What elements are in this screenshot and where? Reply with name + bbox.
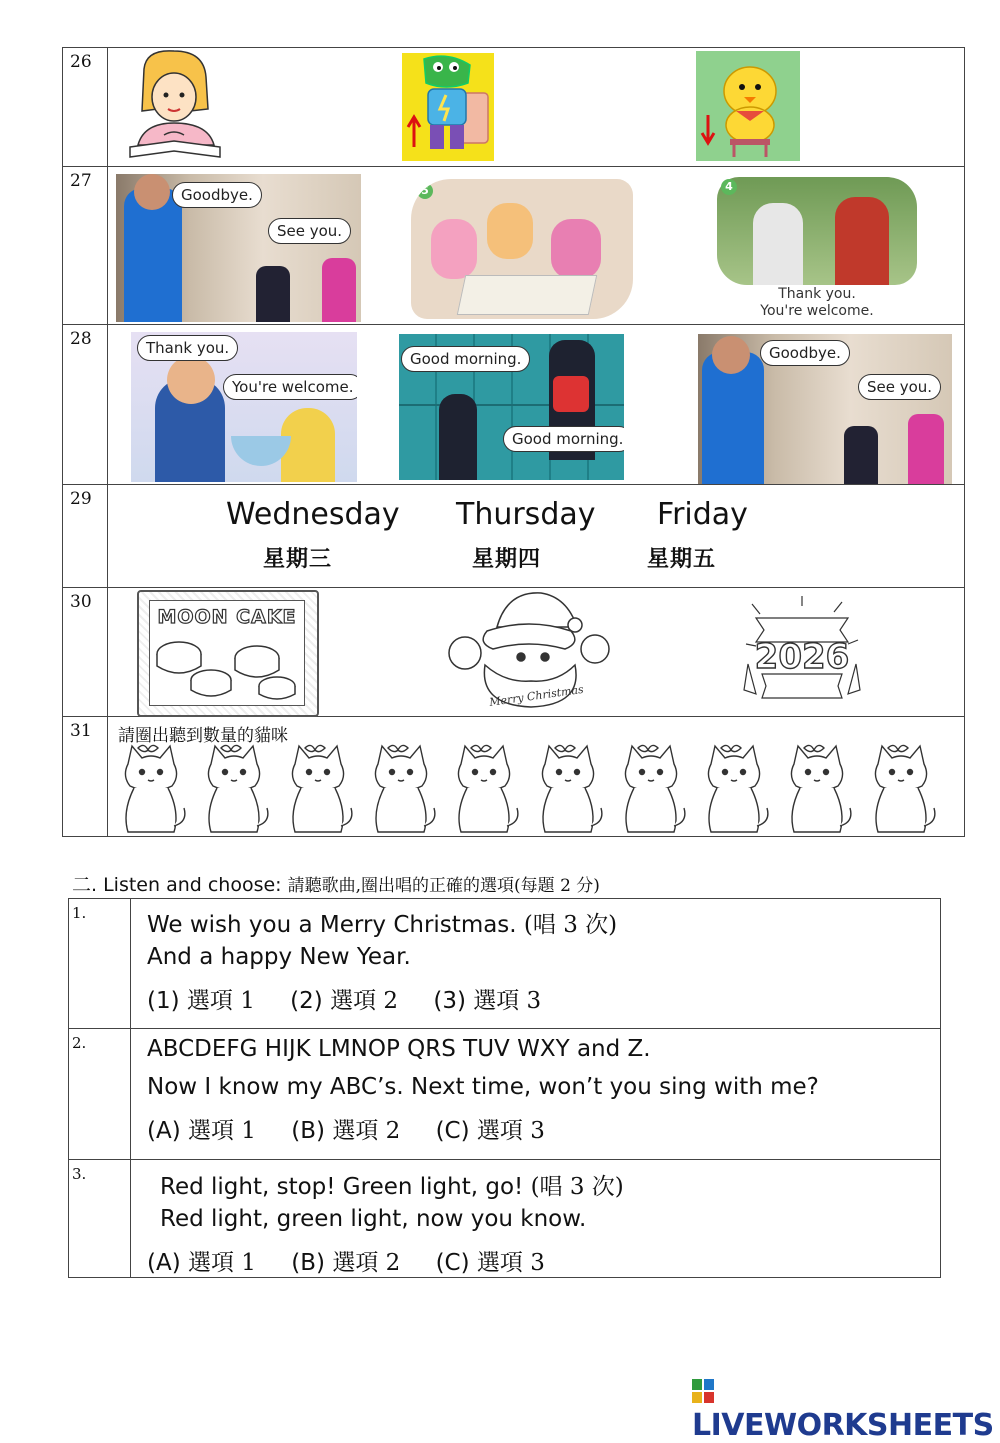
option-label[interactable]: 選項 3 [473,988,542,1014]
song-question-table [68,898,941,1278]
moon-cake-image[interactable] [137,590,319,717]
section-2-title: 二. Listen and choose: [72,874,282,896]
goodbye-scene-image[interactable] [116,174,361,322]
option-marker[interactable]: (B) [291,1118,325,1144]
option-label[interactable]: 選項 3 [476,1250,545,1276]
row-number-28: 28 [70,329,92,349]
thank-you-scene-image[interactable] [717,177,917,322]
cat-image[interactable] [614,742,688,838]
picture-caption: Thank you. [778,286,856,302]
option-marker[interactable]: (2) [290,988,323,1014]
chinese-day-text: 星期三 [263,547,333,572]
day-friday[interactable]: Friday [657,497,748,532]
section-2-heading [72,870,600,897]
cat-image[interactable] [281,742,355,838]
option-marker[interactable]: (1) [147,988,180,1014]
option-marker[interactable]: (3) [433,988,466,1014]
row-number-26: 26 [70,52,92,72]
new-year-2026-image[interactable] [742,594,862,708]
girl-reading-image[interactable] [124,49,234,162]
duck-sitting-image[interactable] [696,51,800,161]
question-number: 3. [72,1165,87,1183]
cat-image[interactable] [364,742,438,838]
song-lyric-line: Now I know my ABC’s. Next time, won’t you sing with me? [147,1074,819,1100]
repeat-note: (唱 3 次) [530,1174,624,1200]
row-number-27: 27 [70,171,92,191]
lyric-text: We wish you a Merry Christmas. [147,912,517,938]
santa-claus-image[interactable] [445,587,613,711]
chinese-day-text: 星期五 [647,547,717,572]
answer-options [147,1244,545,1277]
option-label[interactable]: 選項 2 [332,1118,401,1144]
question-number: 2. [72,1034,87,1052]
option-label[interactable]: 選項 2 [330,988,399,1014]
song-lyric-line: ABCDEFG HIJK LMNOP QRS TUV WXY and Z. [147,1036,651,1062]
option-label[interactable]: 選項 2 [332,1250,401,1276]
goodbye-scene-image[interactable] [698,334,952,484]
speech-bubble: Thank you. [137,335,238,361]
day-thursday-chinese [472,542,541,573]
song-lyric-line [160,1168,624,1201]
song-lyric-line: And a happy New Year. [147,944,411,970]
day-wednesday[interactable]: Wednesday [226,497,400,532]
option-marker[interactable]: (C) [435,1118,470,1144]
crocodile-standing-image[interactable] [402,53,494,161]
cat-image[interactable] [697,742,771,838]
cat-image[interactable] [197,742,271,838]
day-thursday[interactable]: Thursday [456,497,596,532]
kids-board-game-image[interactable] [411,179,633,319]
row-number-30: 30 [70,592,92,612]
cat-image[interactable] [114,742,188,838]
pirate-thank-you-image[interactable] [131,332,357,482]
song-lyric-line: Red light, green light, now you know. [160,1206,587,1232]
picture-number-badge: 5 [417,183,433,199]
answer-options [147,982,541,1015]
picture-number-badge: 4 [721,179,737,195]
speech-bubble: Good morning. [503,426,624,452]
speech-bubble: See you. [858,374,941,400]
good-morning-lockers-image[interactable] [399,334,624,480]
year-2026-text: 2026 [754,637,850,677]
moon-cake-title: MOON CAKE [157,606,297,628]
row-number-31: 31 [70,721,92,741]
speech-bubble: Good morning. [401,346,530,372]
chinese-day-text: 星期四 [472,547,542,572]
cat-image[interactable] [447,742,521,838]
option-label[interactable]: 選項 1 [188,1250,256,1276]
picture-caption: You're welcome. [760,303,874,319]
cat-image[interactable] [531,742,605,838]
liveworksheets-logo[interactable] [692,1373,1000,1443]
option-marker[interactable]: (A) [147,1118,181,1144]
section-2-instruction: 請聽歌曲,圈出唱的正確的選項(每題 2 分) [287,876,600,896]
option-marker[interactable]: (B) [291,1250,325,1276]
picture-question-table [62,47,965,837]
day-wednesday-chinese [263,542,332,573]
option-marker[interactable]: (A) [147,1250,181,1276]
speech-bubble: See you. [268,218,351,244]
question-number: 1. [72,904,87,922]
repeat-note: (唱 3 次) [523,912,618,938]
lyric-text: Red light, stop! Green light, go! [160,1174,524,1200]
answer-options [147,1112,545,1145]
day-friday-chinese [647,542,716,573]
option-label[interactable]: 選項 3 [476,1118,545,1144]
option-marker[interactable]: (C) [435,1250,470,1276]
row-number-29: 29 [70,489,92,509]
cat-count-prompt: 請圈出聽到數量的貓咪 [118,726,288,746]
logo-icon [692,1379,714,1403]
speech-bubble: You're welcome. [223,374,357,400]
logo-text: LIVEWORKSHEETS [692,1408,994,1443]
option-label[interactable]: 選項 1 [188,1118,256,1144]
merry-christmas-text: Merry Christmas [488,682,585,709]
cat-image[interactable] [780,742,854,838]
speech-bubble: Goodbye. [760,340,850,366]
song-lyric-line [147,906,617,939]
speech-bubble: Goodbye. [172,182,262,208]
cat-image[interactable] [864,742,938,838]
option-label[interactable]: 選項 1 [186,988,255,1014]
